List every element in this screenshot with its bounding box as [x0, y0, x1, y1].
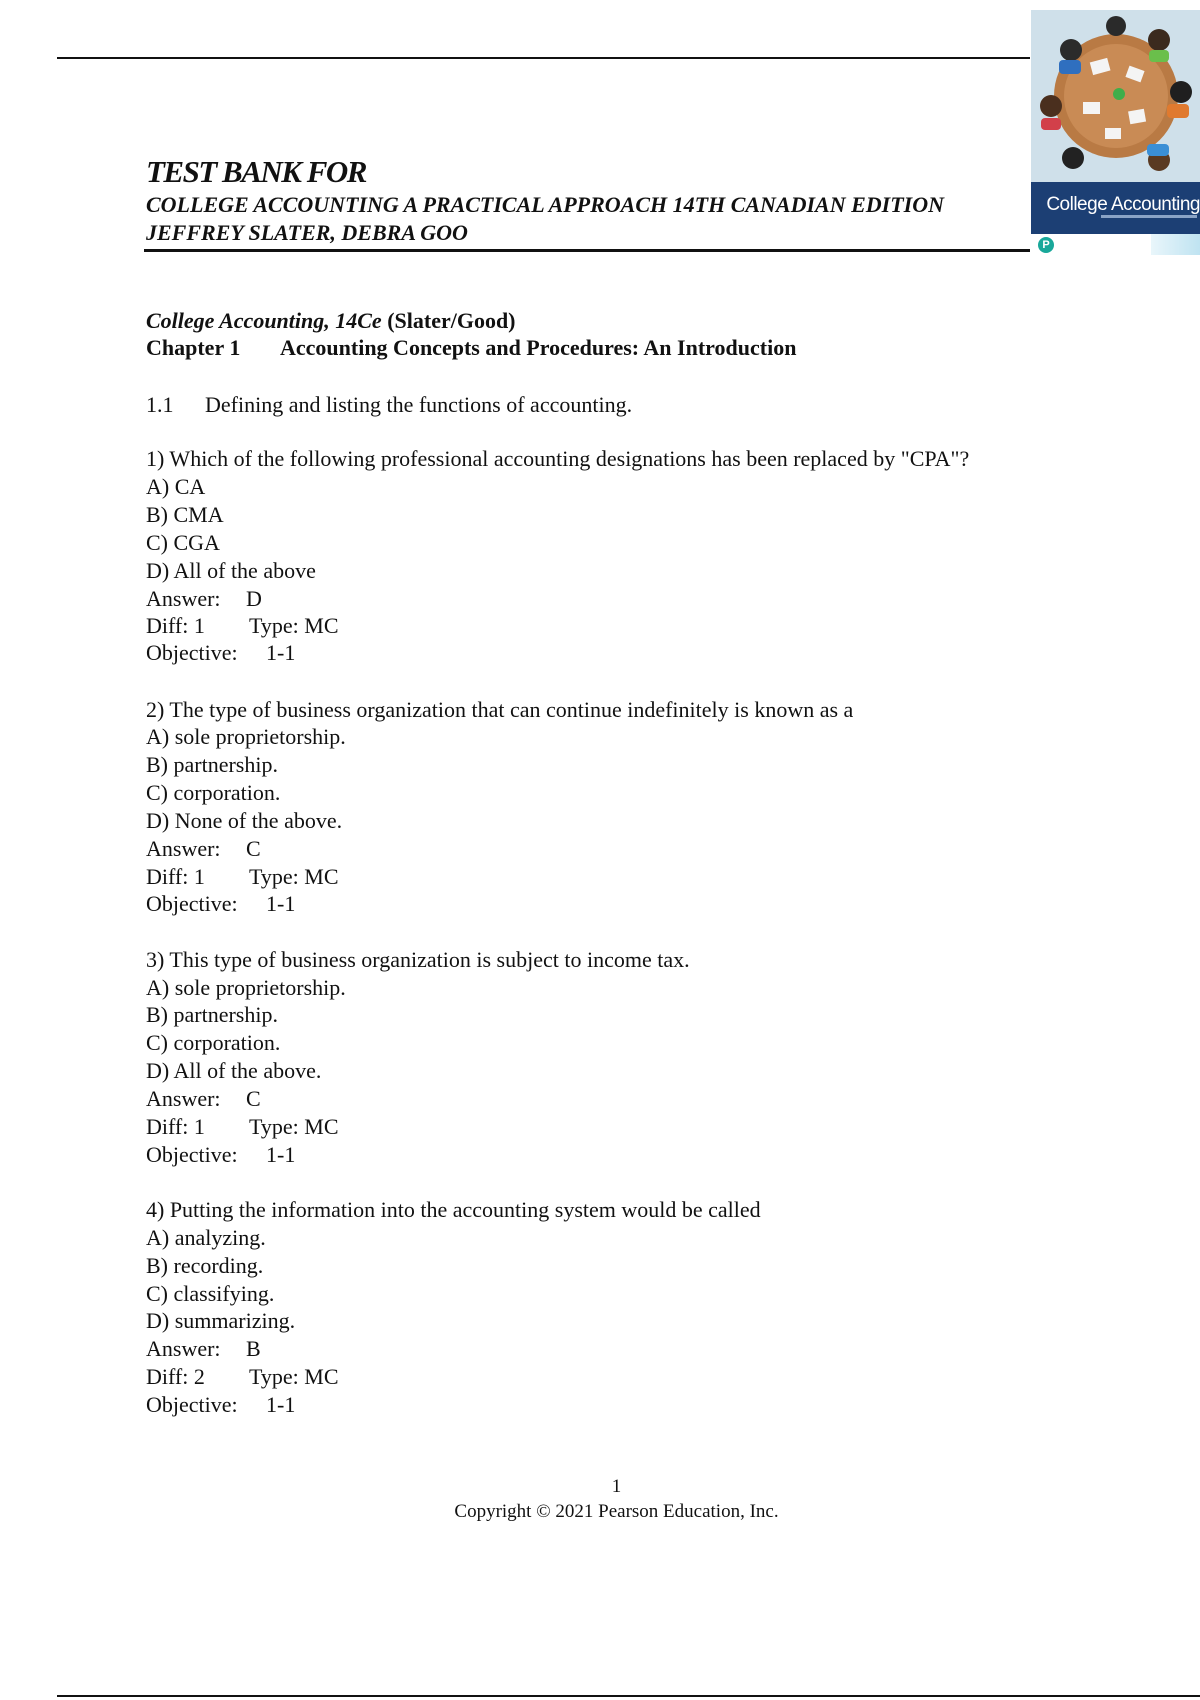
question-text: 3) This type of business organization is subject to income tax. [146, 947, 690, 972]
answer-option: B) partnership. [146, 752, 278, 777]
answer-option: B) partnership. [146, 1002, 278, 1027]
copyright-notice: Copyright © 2021 Pearson Education, Inc. [454, 1501, 779, 1522]
difficulty-line [146, 613, 339, 639]
answer-value: C [246, 1086, 261, 1111]
answer-value: D [246, 586, 262, 611]
course-book-title: College Accounting, 14Ce [146, 308, 382, 333]
answer-option: C) corporation. [146, 780, 281, 805]
objective-label: Objective: [146, 1142, 238, 1167]
objective-text: Defining and listing the functions of accounting. [205, 392, 633, 417]
difficulty-line [146, 1114, 339, 1140]
cover-photo [1031, 10, 1200, 182]
answer-value: B [246, 1336, 261, 1361]
chapter-heading [146, 335, 796, 361]
objective-line [146, 1142, 295, 1168]
difficulty: Diff: 1 [146, 1114, 205, 1139]
answer-option: D) All of the above. [146, 1058, 322, 1083]
objective-value: 1-1 [266, 1392, 296, 1417]
question-type: Type: MC [249, 1364, 339, 1389]
answer-value: C [246, 836, 261, 861]
header-rule [144, 249, 1030, 252]
answer-option: B) CMA [146, 502, 224, 527]
objective-value: 1-1 [266, 640, 296, 665]
cover-accent [1151, 234, 1200, 255]
objective-line [146, 1392, 295, 1418]
cover-title-band [1031, 182, 1200, 234]
objective-number: 1.1 [146, 392, 174, 417]
book-title: COLLEGE ACCOUNTING A PRACTICAL APPROACH 14TH CANADIAN EDITION [146, 192, 945, 217]
test-bank-title: TEST BANK FOR [146, 154, 366, 189]
answer-label: Answer: [146, 1336, 221, 1361]
answer-label: Answer: [146, 586, 221, 611]
question-type: Type: MC [249, 613, 339, 638]
answer-option: C) CGA [146, 530, 220, 555]
answer-option: A) sole proprietorship. [146, 975, 346, 1000]
chapter-title: Accounting Concepts and Procedures: An Introduction [280, 335, 797, 360]
objective-line [146, 640, 295, 666]
answer-option: D) None of the above. [146, 808, 343, 833]
objective-label: Objective: [146, 640, 238, 665]
top-rule [57, 57, 1030, 59]
pearson-logo-icon: P [1038, 237, 1054, 253]
cover-footer [1031, 234, 1200, 255]
objective-label: Objective: [146, 1392, 238, 1417]
cover-photo-illustration [1031, 10, 1200, 182]
question-type: Type: MC [249, 864, 339, 889]
question-type: Type: MC [249, 1114, 339, 1139]
difficulty: Diff: 2 [146, 1364, 205, 1389]
objective-label: Objective: [146, 891, 238, 916]
answer-option: A) analyzing. [146, 1225, 266, 1250]
difficulty-line [146, 1364, 339, 1390]
learning-objective-heading [146, 392, 632, 418]
page-number: 1 [611, 1476, 622, 1497]
objective-value: 1-1 [266, 1142, 296, 1167]
answer-label: Answer: [146, 836, 221, 861]
answer-line [146, 1086, 261, 1112]
question-text: 2) The type of business organization that can continue indefinitely is known as a [146, 697, 854, 722]
bottom-rule [57, 1695, 1200, 1697]
course-line [146, 308, 516, 334]
answer-line [146, 1336, 261, 1362]
objective-line [146, 891, 295, 917]
cover-title: College Accounting [1046, 194, 1200, 215]
answer-option: D) summarizing. [146, 1308, 296, 1333]
book-cover-image [1031, 10, 1200, 255]
difficulty: Diff: 1 [146, 864, 205, 889]
answer-option: A) sole proprietorship. [146, 724, 346, 749]
cover-subtitle-line [1101, 215, 1197, 218]
authors: JEFFREY SLATER, DEBRA GOO [146, 220, 468, 245]
answer-option: B) recording. [146, 1253, 264, 1278]
course-book-authors: (Slater/Good) [387, 308, 516, 333]
chapter-label: Chapter 1 [146, 335, 241, 360]
answer-line [146, 586, 262, 612]
answer-option: C) classifying. [146, 1281, 275, 1306]
question-text: 4) Putting the information into the accounting system would be called [146, 1197, 761, 1222]
answer-option: C) corporation. [146, 1030, 281, 1055]
objective-value: 1-1 [266, 891, 296, 916]
answer-option: A) CA [146, 474, 206, 499]
question-text: 1) Which of the following professional accounting designations has been replaced by "CPA"? [146, 446, 970, 471]
difficulty-line [146, 864, 339, 890]
answer-label: Answer: [146, 1086, 221, 1111]
answer-option: D) All of the above [146, 558, 316, 583]
difficulty: Diff: 1 [146, 613, 205, 638]
answer-line [146, 836, 261, 862]
